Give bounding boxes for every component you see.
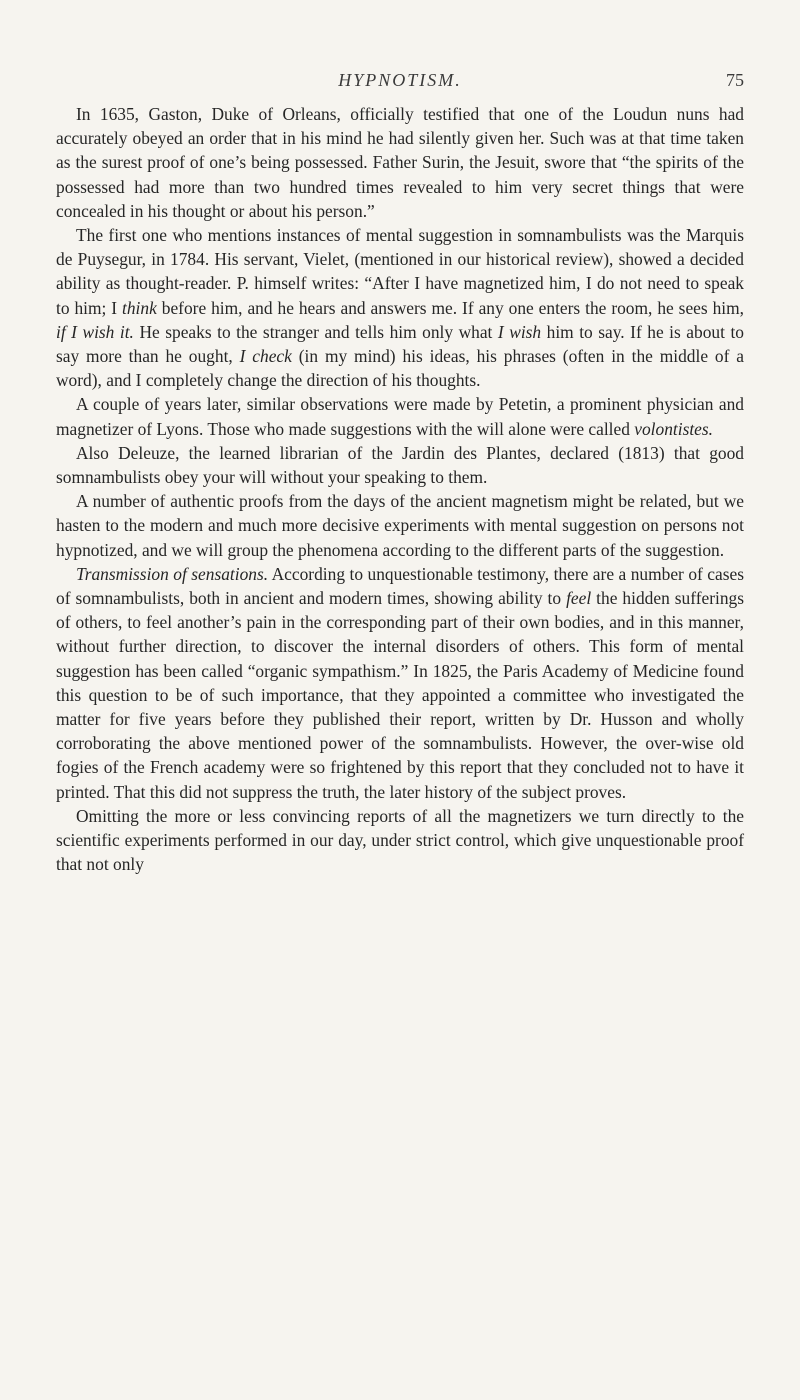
italic-text: if I wish it. bbox=[56, 321, 134, 342]
text-run: According to unquestionable testimony, there are a number of cases of somnambulists, both in ancient and modern times, showing ability to bbox=[56, 563, 744, 609]
text-run: A couple of years later, similar observations were made by Petetin, a prominent physician and magnetizer of Lyons. Those who made suggestions with the will alone were called bbox=[56, 394, 744, 439]
italic-text: feel bbox=[566, 588, 592, 609]
page-header bbox=[56, 70, 744, 96]
paragraph bbox=[56, 489, 744, 562]
text-run: him to say. If he is about to say more than he ought, bbox=[56, 321, 744, 367]
paragraph bbox=[56, 441, 744, 489]
text-run: Also Deleuze, the learned librarian of the Jardin des Plantes, declared (1813) that good somnambulists obey your will without your speaking to them. bbox=[56, 442, 744, 488]
text-run: The first one who mentions instances of mental suggestion in somnambulists was the Marquis de Puysegur, in 1784. His servant, Vielet, (mentioned in our historical review), showed a decided ability as thought-reader. P. himself writes: “After I have magnetized him, I do not need to speak to him; I bbox=[56, 225, 744, 318]
text-run: Omitting the more or less convincing reports of all the magnetizers we turn directly to the scientific experiments performed in our day, under strict control, which give unquestionable proof that not only bbox=[56, 805, 744, 875]
italic-text: I check bbox=[239, 346, 292, 367]
text-run: A number of authentic proofs from the days of the ancient magnetism might be related, but we hasten to the modern and much more decisive experiments with mental suggestion on persons not hypnotized, and we will group the phenomena according to the different parts of the suggestion. bbox=[56, 491, 744, 560]
text-run: In 1635, Gaston, Duke of Orleans, officially testified that one of the Loudun nuns had accurately obeyed an order that in his mind he had silently given her. Such was at that time taken as the surest proof of one’s being possessed. Father Surin, the Jesuit, swore that “the spirits of the possessed had more than two hundred times revealed to him very secret things that were concealed in his thought or about his person.” bbox=[56, 104, 744, 221]
paragraph bbox=[56, 223, 744, 392]
paragraph bbox=[56, 392, 744, 440]
paragraph bbox=[56, 102, 744, 223]
italic-text: volontistes. bbox=[634, 418, 713, 439]
body-text bbox=[56, 102, 744, 877]
paragraph bbox=[56, 804, 744, 877]
paragraph bbox=[56, 562, 744, 804]
running-head: HYPNOTISM. bbox=[338, 70, 462, 90]
page-number: 75 bbox=[726, 70, 744, 90]
text-run: before him, and he hears and answers me. If any one enters the room, he sees him, bbox=[156, 297, 744, 318]
italic-text: Transmission of sensations. bbox=[76, 563, 269, 584]
text-run: (in my mind) his ideas, his phrases (often in the middle of a word), and I completely change the direction of his thoughts. bbox=[56, 346, 744, 391]
text-run: He speaks to the stranger and tells him only what bbox=[133, 321, 498, 342]
italic-text: think bbox=[122, 297, 157, 318]
text-run: the hidden sufferings of others, to feel another’s pain in the corresponding part of their own bodies, and in this manner, without further direction, to discover the internal disorders of others. This form of mental suggestion has been called “organic sympathism.” In 1825, the Paris Academy of Medicine found this question to be of such importance, that they appointed a committee who investigated the matter for five years before they published their report, written by Dr. Husson and wholly corroborating the above mentioned power of the somnambulists. However, the over-wise old fogies of the French academy were so frightened by this report that they concluded not to have it printed. That this did not suppress the truth, the later history of the subject proves. bbox=[56, 588, 744, 802]
italic-text: I wish bbox=[497, 321, 542, 342]
